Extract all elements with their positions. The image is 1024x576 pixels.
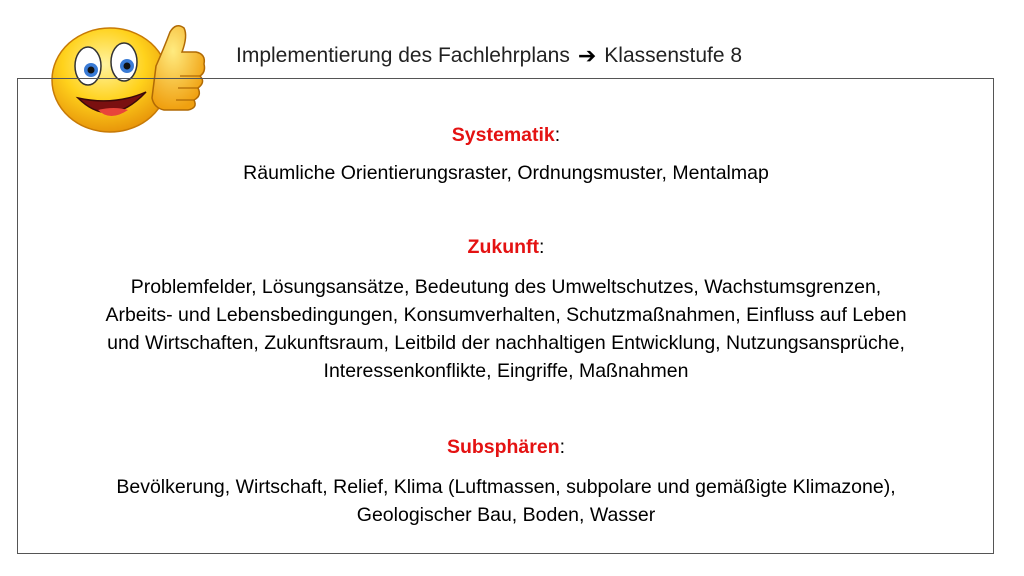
section-systematik-heading: Systematik:: [451, 124, 561, 146]
title-right: Klassenstufe 8: [604, 44, 743, 67]
arrow-right-icon: ➔: [577, 43, 597, 68]
text-line: Problemfelder, Lösungsansätze, Bedeutung des Umweltschutzes, Wachstumsgrenzen,: [130, 276, 882, 298]
section-subsphaeren-heading: Subsphären:: [446, 436, 566, 458]
text-line: Geologischer Bau, Boden, Wasser: [356, 504, 656, 526]
section-zukunft-heading: Zukunft:: [467, 236, 545, 258]
section-subsphaeren-text: [20, 473, 992, 529]
text-line: Arbeits- und Lebensbedingungen, Konsumverhalten, Schutzmaßnahmen, Einfluss auf Leben: [105, 304, 907, 326]
heading-label: Subsphären: [446, 436, 560, 458]
page-title: [236, 40, 742, 72]
text-line: Bevölkerung, Wirtschaft, Relief, Klima (Luftmassen, subpolare und gemäßigte Klimazone),: [116, 476, 896, 498]
title-left: Implementierung des Fachlehrplans: [236, 44, 570, 67]
section-zukunft-text: [20, 273, 992, 385]
section-systematik-text: Räumliche Orientierungsraster, Ordnungsmuster, Mentalmap: [243, 162, 769, 184]
text-line: Interessenkonflikte, Eingriffe, Maßnahmen: [323, 360, 689, 382]
text-line: und Wirtschaften, Zukunftsraum, Leitbild der nachhaltigen Entwicklung, Nutzungsansprüche,: [107, 332, 905, 354]
heading-label: Systematik: [451, 124, 555, 146]
heading-label: Zukunft: [467, 236, 540, 258]
